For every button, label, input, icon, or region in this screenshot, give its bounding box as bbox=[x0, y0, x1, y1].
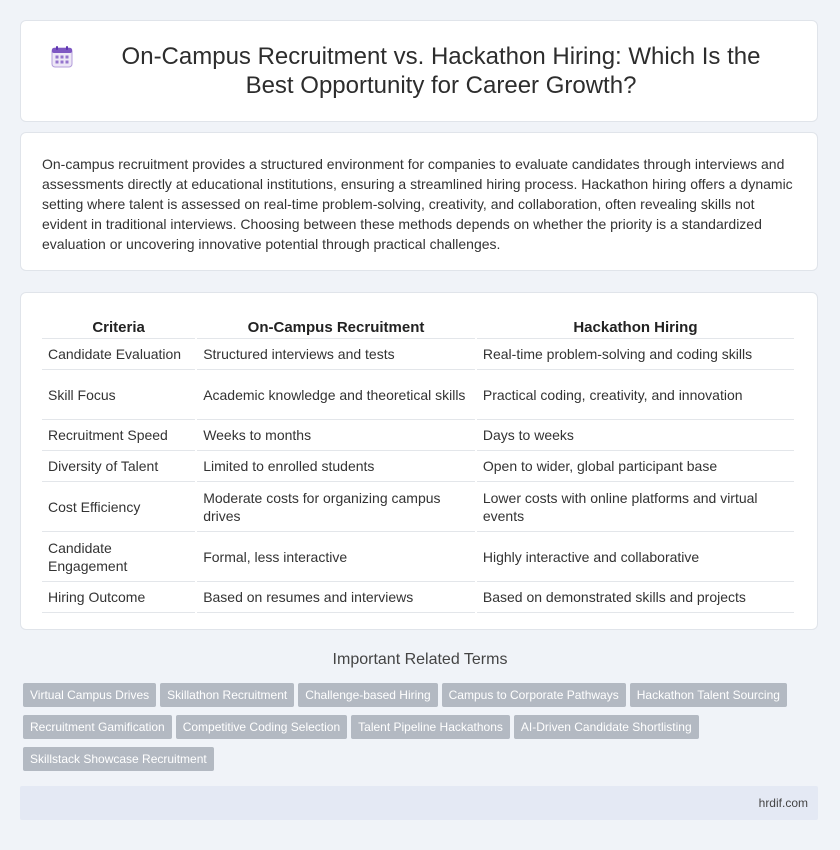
table-row bbox=[42, 532, 794, 582]
calendar-icon bbox=[51, 46, 73, 68]
tag-link[interactable]: Competitive Coding Selection bbox=[176, 715, 347, 739]
comparison-card bbox=[20, 292, 818, 630]
footer bbox=[20, 786, 818, 820]
related-terms-list bbox=[23, 683, 823, 779]
cell-on-campus: Limited to enrolled students bbox=[197, 451, 475, 482]
cell-criteria: Recruitment Speed bbox=[42, 420, 195, 451]
cell-hackathon: Open to wider, global participant base bbox=[477, 451, 794, 482]
comparison-table bbox=[40, 315, 796, 613]
intro-paragraph: On-campus recruitment provides a structured environment for companies to evaluate candidates through interviews and assessments directly at educational institutions, ensuring a streamlined hiring process. Hackathon hiring offers a dynamic setting where talent is assessed on real-time problem-solving, creativity, and collaboration, often revealing skills not evident in traditional interviews. Choosing between these methods depends on whether the priority is a standardized evaluation or uncovering innovative potential through practical challenges. bbox=[42, 156, 793, 252]
cell-on-campus: Moderate costs for organizing campus drives bbox=[197, 482, 475, 532]
site-name[interactable]: hrdif.com bbox=[758, 796, 808, 810]
tag-link[interactable]: Talent Pipeline Hackathons bbox=[351, 715, 510, 739]
cell-on-campus: Weeks to months bbox=[197, 420, 475, 451]
cell-hackathon: Practical coding, creativity, and innovation bbox=[477, 370, 794, 420]
table-row bbox=[42, 451, 794, 482]
table-row bbox=[42, 339, 794, 370]
cell-hackathon: Highly interactive and collaborative bbox=[477, 532, 794, 582]
table-row bbox=[42, 420, 794, 451]
tag-link[interactable]: Virtual Campus Drives bbox=[23, 683, 156, 707]
table-row bbox=[42, 370, 794, 420]
tag-link[interactable]: AI-Driven Candidate Shortlisting bbox=[514, 715, 699, 739]
title-card bbox=[20, 20, 818, 122]
cell-hackathon: Real-time problem-solving and coding skills bbox=[477, 339, 794, 370]
cell-on-campus: Structured interviews and tests bbox=[197, 339, 475, 370]
page-title: On-Campus Recruitment vs. Hackathon Hiring: Which Is the Best Opportunity for Career Growth? bbox=[121, 43, 761, 99]
tag-link[interactable]: Campus to Corporate Pathways bbox=[442, 683, 626, 707]
tag-link[interactable]: Hackathon Talent Sourcing bbox=[630, 683, 787, 707]
header-criteria: Criteria bbox=[42, 315, 195, 339]
header-on-campus: On-Campus Recruitment bbox=[197, 315, 475, 339]
related-terms-title: Important Related Terms bbox=[332, 651, 508, 668]
cell-on-campus: Formal, less interactive bbox=[197, 532, 475, 582]
cell-on-campus: Academic knowledge and theoretical skills bbox=[197, 370, 475, 420]
cell-criteria: Cost Efficiency bbox=[42, 482, 195, 532]
table-header-row bbox=[42, 315, 794, 339]
table-row bbox=[42, 482, 794, 532]
cell-criteria: Candidate Engagement bbox=[42, 532, 195, 582]
cell-criteria: Skill Focus bbox=[42, 370, 195, 420]
cell-hackathon: Based on demonstrated skills and projects bbox=[477, 582, 794, 613]
intro-card bbox=[20, 132, 818, 271]
tag-link[interactable]: Recruitment Gamification bbox=[23, 715, 172, 739]
cell-hackathon: Lower costs with online platforms and virtual events bbox=[477, 482, 794, 532]
cell-criteria: Candidate Evaluation bbox=[42, 339, 195, 370]
table-row bbox=[42, 582, 794, 613]
tag-link[interactable]: Skillathon Recruitment bbox=[160, 683, 294, 707]
cell-criteria: Diversity of Talent bbox=[42, 451, 195, 482]
title-wrap bbox=[21, 42, 817, 100]
tag-link[interactable]: Challenge-based Hiring bbox=[298, 683, 437, 707]
tag-link[interactable]: Skillstack Showcase Recruitment bbox=[23, 747, 214, 771]
header-hackathon: Hackathon Hiring bbox=[477, 315, 794, 339]
cell-hackathon: Days to weeks bbox=[477, 420, 794, 451]
cell-criteria: Hiring Outcome bbox=[42, 582, 195, 613]
cell-on-campus: Based on resumes and interviews bbox=[197, 582, 475, 613]
